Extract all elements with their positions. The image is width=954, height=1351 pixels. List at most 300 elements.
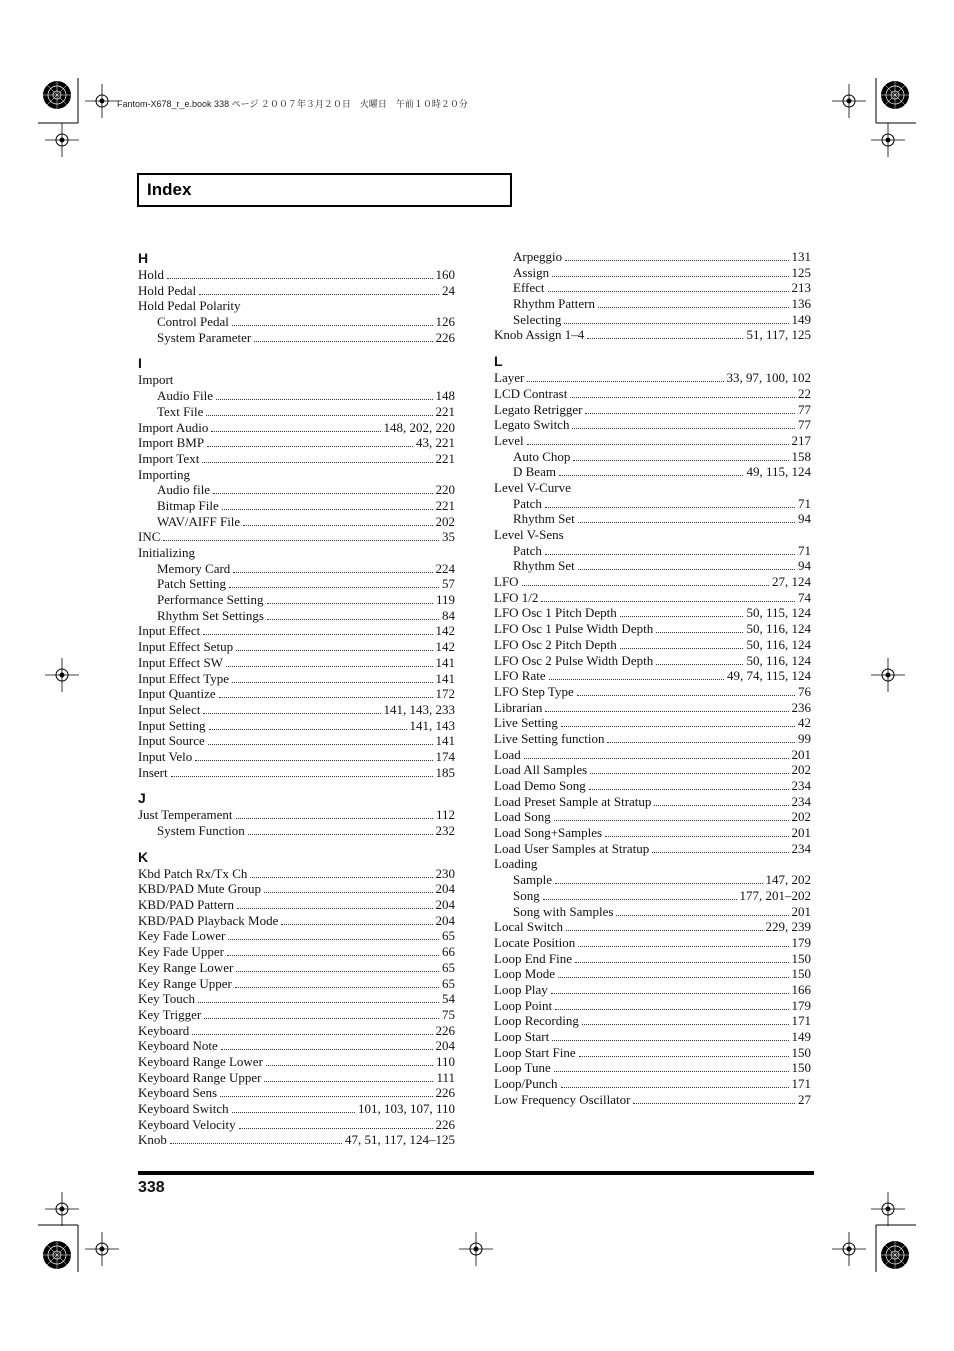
index-entry <box>494 1076 811 1092</box>
entry-term: System Function <box>157 823 245 838</box>
index-subentry <box>494 265 811 281</box>
dot-leader <box>579 1056 789 1057</box>
index-subentry <box>138 576 455 592</box>
entry-term: WAV/AIFF File <box>157 513 241 529</box>
index-entry <box>138 928 455 944</box>
entry-term: Rhythm Set <box>513 558 575 574</box>
entry-term: Key Fade Upper <box>138 944 224 960</box>
index-entry <box>494 621 811 637</box>
dot-leader <box>541 601 795 602</box>
entry-term: Memory Card <box>157 560 231 576</box>
entry-term: Sample <box>513 872 552 888</box>
entry-pages: 213 <box>791 280 811 296</box>
entry-pages: 234 <box>791 793 811 809</box>
index-entry <box>494 1092 811 1108</box>
dot-leader <box>551 993 789 994</box>
dot-leader <box>652 852 788 853</box>
dot-leader <box>605 836 788 837</box>
entry-term: Loading <box>494 856 538 872</box>
dot-leader <box>232 682 432 683</box>
entry-term: Input Quantize <box>138 686 216 702</box>
dot-leader <box>554 1071 789 1072</box>
entry-pages: 150 <box>791 1060 811 1076</box>
dot-leader <box>545 711 788 712</box>
entry-term: Input Source <box>138 733 205 749</box>
entry-pages: 22 <box>798 385 811 401</box>
entry-term: Load <box>494 746 521 762</box>
dot-leader <box>578 569 795 570</box>
dot-leader <box>237 908 433 909</box>
index-column-left <box>138 249 455 1148</box>
entry-pages: 101, 103, 107, 110 <box>357 1101 455 1116</box>
index-entry <box>138 733 455 749</box>
index-entry <box>138 298 455 314</box>
index-entry <box>138 1085 455 1101</box>
dot-leader <box>590 773 788 774</box>
entry-pages: 77 <box>798 401 811 417</box>
index-entry <box>494 417 811 433</box>
index-letter-heading: I <box>138 355 142 372</box>
dot-leader <box>171 776 433 777</box>
entry-term: Low Frequency Oscillator <box>494 1091 631 1107</box>
entry-pages: 27 <box>798 1091 811 1107</box>
entry-pages: 65 <box>442 959 455 975</box>
index-column-right <box>494 249 811 1107</box>
entry-term: Input Effect Type <box>138 670 230 686</box>
entry-term: LFO <box>494 574 519 590</box>
index-subentry <box>494 496 811 512</box>
entry-pages: 148 <box>435 388 455 404</box>
entry-pages: 232 <box>435 823 455 838</box>
entry-term: Key Fade Lower <box>138 928 226 944</box>
entry-term: Key Range Upper <box>138 975 232 991</box>
dot-leader <box>587 338 743 339</box>
entry-term: Kbd Patch Rx/Tx Ch <box>138 865 248 881</box>
dot-leader <box>549 679 724 680</box>
index-subentry <box>138 388 455 404</box>
entry-pages: 50, 116, 124 <box>746 652 811 668</box>
entry-term: Control Pedal <box>157 314 229 330</box>
entry-term: Insert <box>138 764 168 780</box>
index-entry <box>494 684 811 700</box>
entry-pages: 94 <box>798 558 811 574</box>
index-entry <box>494 966 811 982</box>
index-entry <box>494 700 811 716</box>
entry-pages: 33, 97, 100, 102 <box>726 370 811 386</box>
dot-leader <box>545 507 795 508</box>
index-entry <box>138 435 455 451</box>
index-subentry <box>138 404 455 420</box>
entry-term: Legato Retrigger <box>494 401 583 417</box>
entry-pages: 226 <box>435 1085 455 1101</box>
entry-pages: 141 <box>435 654 455 670</box>
dot-leader <box>555 883 763 884</box>
dot-leader <box>232 325 433 326</box>
index-subentry <box>494 543 811 559</box>
entry-pages: 202 <box>791 762 811 778</box>
entry-term: Keyboard Switch <box>138 1101 229 1116</box>
dot-leader <box>561 1087 789 1088</box>
entry-term: Input Setting <box>138 717 206 733</box>
index-entry <box>138 1038 455 1054</box>
entry-pages: 141, 143, 233 <box>383 701 455 717</box>
entry-term: Keyboard <box>138 1022 190 1038</box>
index-entry <box>138 1132 455 1148</box>
entry-term: Just Temperament <box>138 807 233 823</box>
entry-term: Live Setting function <box>494 730 605 746</box>
index-subentry <box>138 330 455 346</box>
entry-pages: 221 <box>435 403 455 419</box>
dot-leader <box>222 509 433 510</box>
dot-leader <box>236 818 433 819</box>
entry-pages: 230 <box>435 865 455 881</box>
entry-term: KBD/PAD Pattern <box>138 897 234 913</box>
entry-pages: 226 <box>435 1116 455 1132</box>
dot-leader <box>202 462 432 463</box>
entry-pages: 201 <box>791 746 811 762</box>
entry-pages: 77 <box>798 417 811 433</box>
entry-pages: 224 <box>435 560 455 576</box>
index-entry <box>138 686 455 702</box>
index-entry <box>138 529 455 545</box>
dot-leader <box>208 744 433 745</box>
index-entry <box>138 267 455 283</box>
index-subentry <box>138 561 455 577</box>
entry-pages: 47, 51, 117, 124–125 <box>344 1132 455 1148</box>
entry-pages: 94 <box>798 511 811 527</box>
entry-term: Local Switch <box>494 919 563 935</box>
index-entry <box>138 944 455 960</box>
index-entry <box>138 639 455 655</box>
entry-term: Patch <box>513 542 542 558</box>
index-entry <box>494 982 811 998</box>
index-entry <box>494 386 811 402</box>
index-entry <box>494 637 811 653</box>
dot-leader <box>552 1040 788 1041</box>
index-entry <box>494 809 811 825</box>
entry-pages: 185 <box>435 764 455 780</box>
dot-leader <box>264 892 432 893</box>
index-entry <box>138 881 455 897</box>
entry-term: Loop Mode <box>494 966 556 982</box>
index-entry <box>138 765 455 781</box>
dot-leader <box>236 971 439 972</box>
entry-pages: 226 <box>435 329 455 345</box>
entry-term: Import Audio <box>138 419 209 435</box>
dot-leader <box>633 1103 795 1104</box>
index-subentry <box>494 296 811 312</box>
entry-term: Initializing <box>138 545 196 560</box>
index-entry <box>494 370 811 386</box>
entry-pages: 166 <box>791 981 811 997</box>
index-subentry <box>494 511 811 527</box>
index-subentry <box>494 904 811 920</box>
entry-term: Rhythm Set Settings <box>157 607 264 623</box>
entry-pages: 125 <box>791 264 811 280</box>
entry-term: Importing <box>138 466 190 482</box>
index-subentry <box>138 314 455 330</box>
index-entry <box>494 747 811 763</box>
dot-leader <box>236 650 432 651</box>
entry-pages: 71 <box>798 495 811 511</box>
entry-term: Loop/Punch <box>494 1076 558 1092</box>
print-header: Fantom-X678_r_e.book 338 ページ ２００７年３月２０日 火曜日 午前１０時２０分 <box>117 99 468 109</box>
index-entry <box>494 402 811 418</box>
entry-term: Level V-Sens <box>494 527 564 542</box>
index-entry <box>494 605 811 621</box>
entry-pages: 51, 117, 125 <box>746 327 811 343</box>
entry-term: Input Velo <box>138 748 193 764</box>
index-entry <box>494 825 811 841</box>
index-entry <box>138 1007 455 1023</box>
dot-leader <box>267 603 433 604</box>
entry-pages: 226 <box>435 1022 455 1038</box>
entry-pages: 24 <box>442 282 455 298</box>
index-entry <box>138 372 455 388</box>
entry-term: Rhythm Pattern <box>513 296 595 312</box>
dot-leader <box>572 428 795 429</box>
entry-term: Level <box>494 432 524 448</box>
dot-leader <box>585 413 795 414</box>
index-entry <box>138 1101 455 1117</box>
dot-leader <box>554 820 789 821</box>
index-entry <box>494 778 811 794</box>
dot-leader <box>656 632 743 633</box>
dot-leader <box>577 695 795 696</box>
entry-pages: 221 <box>435 450 455 466</box>
index-subentry <box>494 280 811 296</box>
dot-leader <box>219 697 433 698</box>
index-letter-heading: K <box>138 848 149 865</box>
entry-pages: 204 <box>435 912 455 928</box>
dot-leader <box>195 760 432 761</box>
entry-term: Input Effect SW <box>138 654 223 670</box>
index-subentry <box>494 464 811 480</box>
dot-leader <box>578 522 795 523</box>
entry-pages: 150 <box>791 966 811 982</box>
entry-pages: 172 <box>435 686 455 702</box>
entry-pages: 147, 202 <box>765 872 811 888</box>
entry-pages: 201 <box>791 903 811 919</box>
index-entry <box>138 702 455 718</box>
index-entry <box>138 671 455 687</box>
dot-leader <box>573 460 788 461</box>
index-entry <box>494 919 811 935</box>
dot-leader <box>206 415 432 416</box>
entry-pages: 141, 143 <box>409 717 455 733</box>
entry-term: Song with Samples <box>513 903 614 919</box>
dot-leader <box>578 946 788 947</box>
index-entry <box>494 668 811 684</box>
entry-pages: 42 <box>798 715 811 731</box>
entry-pages: 50, 115, 124 <box>746 605 811 621</box>
entry-pages: 179 <box>791 934 811 950</box>
entry-term: LFO 1/2 <box>494 589 539 605</box>
entry-term: Arpeggio <box>513 249 563 264</box>
entry-pages: 150 <box>791 1044 811 1060</box>
dot-leader <box>199 294 439 295</box>
dot-leader <box>233 572 432 573</box>
entry-term: Knob <box>138 1132 167 1148</box>
dot-leader <box>555 1009 788 1010</box>
index-entry <box>494 1060 811 1076</box>
index-subentry <box>138 514 455 530</box>
entry-pages: 49, 74, 115, 124 <box>726 668 811 684</box>
dot-leader <box>250 877 432 878</box>
index-entry <box>138 655 455 671</box>
entry-term: Loop Play <box>494 981 548 997</box>
entry-pages: 160 <box>435 267 455 282</box>
entry-term: Keyboard Range Lower <box>138 1053 263 1069</box>
entry-term: Text File <box>157 403 204 419</box>
entry-pages: 148, 202, 220 <box>383 419 455 435</box>
entry-pages: 221 <box>435 497 455 513</box>
dot-leader <box>281 924 432 925</box>
dot-leader <box>207 446 413 447</box>
dot-leader <box>170 1143 342 1144</box>
entry-pages: 234 <box>791 840 811 856</box>
entry-term: Import <box>138 372 174 388</box>
index-subentry <box>138 823 455 839</box>
index-subentry <box>138 498 455 514</box>
index-subentry <box>138 592 455 608</box>
dot-leader <box>566 930 763 931</box>
entry-pages: 177, 201–202 <box>739 887 811 903</box>
entry-pages: 126 <box>435 314 455 330</box>
index-subentry <box>494 558 811 574</box>
entry-term: Patch <box>513 495 542 511</box>
entry-term: Key Trigger <box>138 1006 202 1022</box>
dot-leader <box>565 260 788 261</box>
entry-pages: 54 <box>442 991 455 1007</box>
entry-pages: 74 <box>798 589 811 605</box>
entry-term: Import BMP <box>138 435 205 451</box>
entry-pages: 99 <box>798 730 811 746</box>
entry-pages: 179 <box>791 997 811 1013</box>
dot-leader <box>264 1081 433 1082</box>
dot-leader <box>163 540 439 541</box>
index-entry <box>138 991 455 1007</box>
entry-term: Keyboard Velocity <box>138 1116 236 1132</box>
index-subentry <box>494 449 811 465</box>
entry-pages: 50, 116, 124 <box>746 636 811 652</box>
index-entry <box>494 935 811 951</box>
entry-pages: 142 <box>435 639 455 655</box>
index-entry <box>494 527 811 543</box>
entry-term: Load Song+Samples <box>494 825 603 841</box>
entry-term: Input Effect Setup <box>138 639 234 655</box>
entry-pages: 65 <box>442 928 455 944</box>
dot-leader <box>239 1128 433 1129</box>
index-entry <box>494 590 811 606</box>
entry-pages: 43, 221 <box>416 435 455 451</box>
entry-term: Knob Assign 1–4 <box>494 327 585 343</box>
entry-term: Song <box>513 887 540 903</box>
entry-term: Loop Start Fine <box>494 1044 576 1060</box>
index-subentry <box>494 872 811 888</box>
entry-pages: 111 <box>436 1069 455 1085</box>
dot-leader <box>203 634 432 635</box>
entry-term: Key Touch <box>138 991 195 1007</box>
entry-term: Librarian <box>494 699 543 715</box>
entry-term: Load Preset Sample at Stratup <box>494 793 652 809</box>
entry-pages: 75 <box>442 1006 455 1022</box>
dot-leader <box>232 1112 355 1113</box>
entry-pages: 141 <box>435 733 455 749</box>
dot-leader <box>235 987 439 988</box>
entry-pages: 136 <box>791 296 811 312</box>
index-entry <box>494 480 811 496</box>
entry-pages: 201 <box>791 825 811 841</box>
entry-pages: 202 <box>435 513 455 529</box>
dot-leader <box>575 962 789 963</box>
index-entry <box>138 1070 455 1086</box>
entry-pages: 49, 115, 124 <box>746 464 811 480</box>
entry-term: Loop Start <box>494 1029 550 1044</box>
section-title-box <box>137 173 512 207</box>
index-entry <box>138 749 455 765</box>
index-entry <box>138 718 455 734</box>
page-number: 338 <box>138 1179 165 1196</box>
index-subentry <box>494 312 811 328</box>
index-entry <box>138 866 455 882</box>
index-entry <box>138 623 455 639</box>
entry-pages: 149 <box>791 311 811 327</box>
index-subentry <box>138 482 455 498</box>
dot-leader <box>213 493 432 494</box>
entry-term: Auto Chop <box>513 448 571 464</box>
dot-leader <box>204 1018 439 1019</box>
entry-term: Bitmap File <box>157 497 219 513</box>
entry-term: LFO Osc 2 Pulse Width Depth <box>494 652 654 668</box>
entry-pages: 27, 124 <box>772 574 811 590</box>
entry-term: Live Setting <box>494 715 558 731</box>
entry-term: Load Song <box>494 809 551 825</box>
index-entry <box>494 715 811 731</box>
dot-leader <box>226 666 433 667</box>
dot-leader <box>559 475 744 476</box>
dot-leader <box>524 758 789 759</box>
index-entry <box>494 794 811 810</box>
entry-pages: 65 <box>442 975 455 991</box>
dot-leader <box>229 587 439 588</box>
dot-leader <box>545 554 795 555</box>
index-subentry <box>494 888 811 904</box>
entry-term: Audio file <box>157 482 211 498</box>
entry-term: Loop Tune <box>494 1060 551 1076</box>
index-entry <box>494 1045 811 1061</box>
entry-pages: 204 <box>435 881 455 897</box>
entry-pages: 112 <box>435 807 455 823</box>
index-entry <box>494 856 811 872</box>
index-entry <box>138 1054 455 1070</box>
index-entry <box>138 451 455 467</box>
entry-term: D Beam <box>513 464 556 480</box>
entry-term: Loop Recording <box>494 1013 579 1029</box>
index-entry <box>138 1117 455 1133</box>
index-letter-heading: H <box>138 250 149 266</box>
dot-leader <box>198 1002 439 1003</box>
index-entry <box>138 897 455 913</box>
entry-term: Rhythm Set <box>513 511 575 527</box>
entry-term: Performance Setting <box>157 592 264 608</box>
dot-leader <box>220 1096 432 1097</box>
dot-leader <box>267 619 439 620</box>
dot-leader <box>228 939 439 940</box>
entry-pages: 217 <box>791 432 811 448</box>
entry-pages: 158 <box>791 448 811 464</box>
entry-term: KBD/PAD Playback Mode <box>138 912 279 928</box>
